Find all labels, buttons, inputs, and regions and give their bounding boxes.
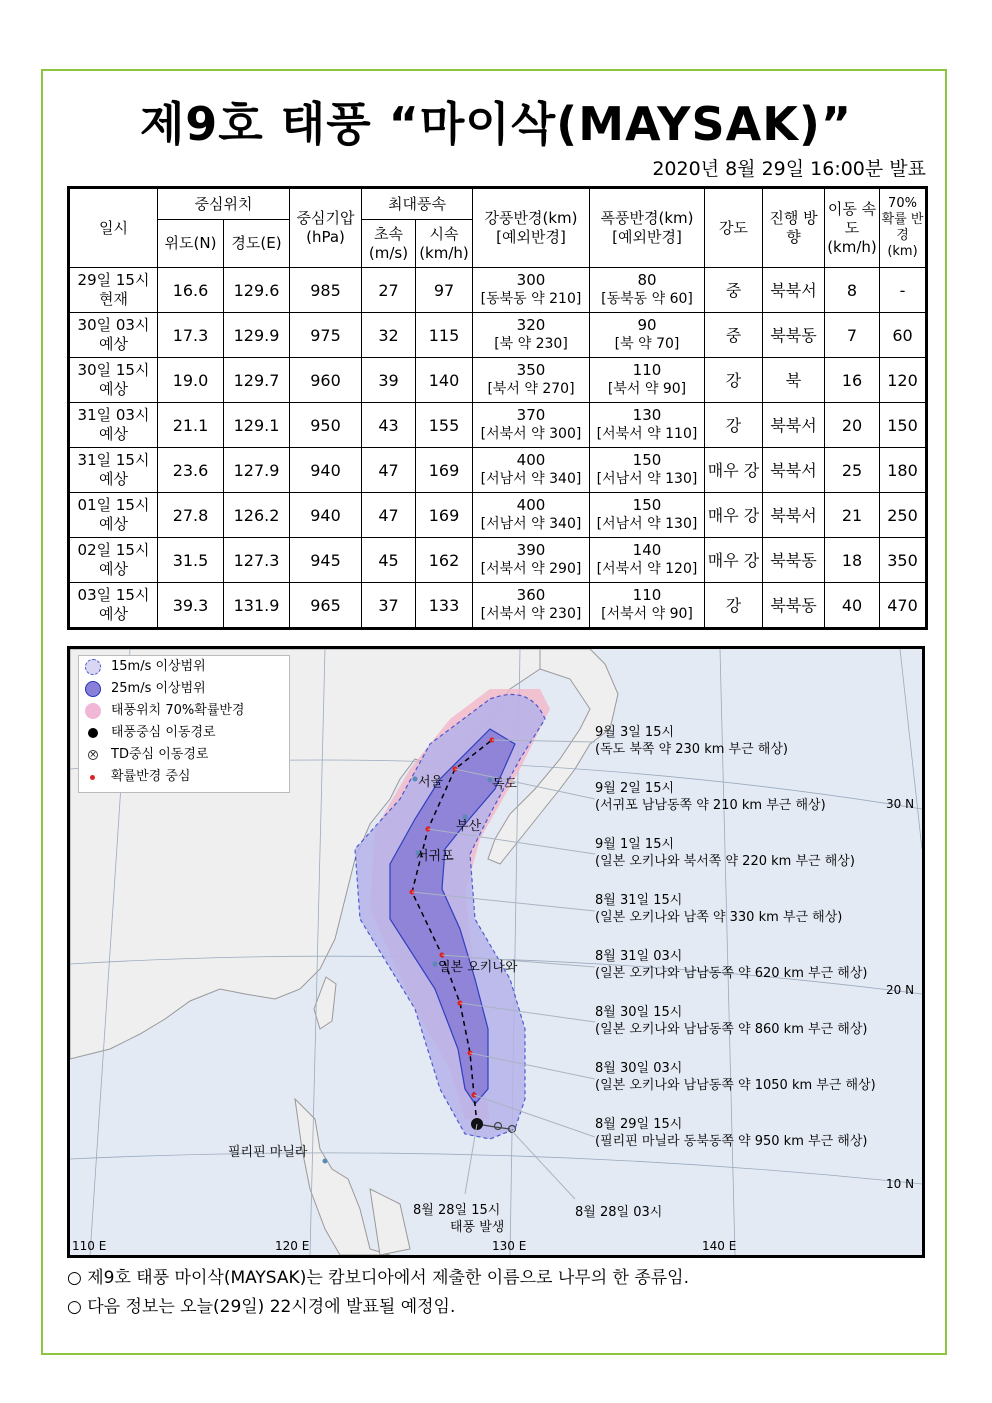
td-icon: × (89, 750, 97, 760)
cell-storm-radius: 90 [북 약 70] (590, 313, 705, 358)
cell-direction: 북북서 (763, 448, 825, 493)
header-wind-ms: 초속 (m/s) (362, 220, 416, 268)
table-row (69, 268, 927, 313)
cell-wind-kmh: 115 (416, 313, 473, 358)
cell-time: 31일 03시 예상 (69, 403, 158, 448)
cell-direction: 북 (763, 358, 825, 403)
cell-speed: 16 (825, 358, 880, 403)
cell-speed: 8 (825, 268, 880, 313)
cell-lat: 39.3 (158, 583, 224, 629)
cell-gale-radius: 300 [동북동 약 210] (473, 268, 590, 313)
cell-pressure: 965 (290, 583, 362, 629)
callout-date: 8월 31일 15시 (595, 893, 683, 908)
cell-pressure: 960 (290, 358, 362, 403)
cell-wind-ms: 32 (362, 313, 416, 358)
lat-10n: 10 N (886, 1177, 915, 1191)
callout-desc: (일본 오키나와 북서쪽 약 220 km 부근 해상) (595, 854, 855, 869)
cell-wind-ms: 43 (362, 403, 416, 448)
cell-storm-radius: 110 [북서 약 90] (590, 358, 705, 403)
cell-speed: 18 (825, 538, 880, 583)
cell-direction: 북북동 (763, 583, 825, 629)
legend-item-15ms: 15m/s 이상범위 (79, 656, 289, 678)
cell-gale-radius: 360 [서북서 약 230] (473, 583, 590, 629)
cell-lon: 129.1 (224, 403, 290, 448)
cell-gale-radius: 320 [북 약 230] (473, 313, 590, 358)
cell-time: 31일 15시 예상 (69, 448, 158, 493)
cell-pressure: 940 (290, 448, 362, 493)
callout-date: 9월 2일 15시 (595, 781, 675, 796)
cell-gale-radius: 370 [서북서 약 300] (473, 403, 590, 448)
cell-wind-ms: 37 (362, 583, 416, 629)
cell-wind-kmh: 169 (416, 448, 473, 493)
cell-lon: 129.6 (224, 268, 290, 313)
cell-wind-ms: 39 (362, 358, 416, 403)
cell-lon: 129.7 (224, 358, 290, 403)
cell-gale-radius: 400 [서남서 약 340] (473, 448, 590, 493)
td-time: 8월 28일 03시 (575, 1205, 663, 1220)
header-time: 일시 (69, 188, 158, 268)
cell-wind-ms: 27 (362, 268, 416, 313)
place-seoul: 서울 (418, 775, 444, 790)
cell-intensity: 매우 강 (705, 493, 763, 538)
header-prob-radius: 70% 확률 반경 (km) (880, 188, 927, 268)
legend-25ms-icon (85, 681, 101, 697)
legend-item-center: 확률반경 중심 (79, 766, 289, 788)
callout-date: 8월 30일 15시 (595, 1005, 683, 1020)
cell-wind-kmh: 133 (416, 583, 473, 629)
cell-direction: 북북서 (763, 493, 825, 538)
cell-time: 03일 15시 예상 (69, 583, 158, 629)
page-title: 제9호 태풍 “마이삭(MAYSAK)” (139, 97, 853, 151)
table-row (69, 583, 927, 629)
genesis-label: 태풍 발생 (450, 1220, 505, 1235)
cell-gale-radius: 400 [서남서 약 340] (473, 493, 590, 538)
cell-lon: 131.9 (224, 583, 290, 629)
cell-speed: 40 (825, 583, 880, 629)
header-intensity: 강도 (705, 188, 763, 268)
header-direction: 진행 방향 (763, 188, 825, 268)
table-row (69, 403, 927, 448)
callout-date: 8월 29일 15시 (595, 1117, 683, 1132)
cell-storm-radius: 80 [동북동 약 60] (590, 268, 705, 313)
callout-desc: (필리핀 마닐라 동북동쪽 약 950 km 부근 해상) (595, 1134, 868, 1149)
cell-time: 29일 15시 현재 (69, 268, 158, 313)
cell-direction: 북북서 (763, 268, 825, 313)
cell-time: 30일 15시 예상 (69, 358, 158, 403)
cell-lat: 16.6 (158, 268, 224, 313)
table-row (69, 313, 927, 358)
place-okinawa: 일본 오키나와 (438, 960, 518, 975)
cell-prob-radius: 60 (880, 313, 927, 358)
lon-120e: 120 E (275, 1239, 310, 1253)
callout-desc: (독도 북쪽 약 230 km 부근 해상) (595, 742, 788, 757)
header-wind: 최대풍속 (362, 188, 473, 220)
callout-desc: (서귀포 남남동쪽 약 210 km 부근 해상) (595, 798, 826, 813)
header-lon: 경도(E) (224, 220, 290, 268)
cell-intensity: 중 (705, 313, 763, 358)
lat-30n: 30 N (886, 797, 915, 811)
note-name-origin: ○ 제9호 태풍 마이삭(MAYSAK)는 캄보디아에서 제출한 이름으로 나무의 한 종류임. (67, 1268, 690, 1288)
cell-lat: 19.0 (158, 358, 224, 403)
callout-date: 9월 3일 15시 (595, 725, 675, 740)
header-storm-radius: 폭풍반경(km) [예외반경] (590, 188, 705, 268)
table-row (69, 358, 927, 403)
legend-item-td: × TD중심 이동경로 (89, 747, 209, 762)
cell-intensity: 강 (705, 583, 763, 629)
table-row (69, 448, 927, 493)
cell-storm-radius: 150 [서남서 약 130] (590, 448, 705, 493)
cell-wind-kmh: 162 (416, 538, 473, 583)
cell-lat: 31.5 (158, 538, 224, 583)
cell-lat: 17.3 (158, 313, 224, 358)
cell-intensity: 중 (705, 268, 763, 313)
legend-15ms-icon (85, 659, 101, 675)
cell-lon: 129.9 (224, 313, 290, 358)
cell-lon: 126.2 (224, 493, 290, 538)
header-gale-radius: 강풍반경(km) [예외반경] (473, 188, 590, 268)
cell-wind-ms: 47 (362, 493, 416, 538)
cell-direction: 북북서 (763, 403, 825, 448)
cell-speed: 25 (825, 448, 880, 493)
cell-speed: 20 (825, 403, 880, 448)
cell-prob-radius: 470 (880, 583, 927, 629)
legend-item-25ms: 25m/s 이상범위 (79, 678, 289, 700)
cell-intensity: 강 (705, 403, 763, 448)
genesis-time: 8월 28일 15시 (413, 1203, 501, 1218)
cell-wind-kmh: 155 (416, 403, 473, 448)
cell-storm-radius: 150 [서남서 약 130] (590, 493, 705, 538)
cell-speed: 21 (825, 493, 880, 538)
cell-lat: 27.8 (158, 493, 224, 538)
lon-110e: 110 E (72, 1239, 107, 1253)
cell-prob-radius: 150 (880, 403, 927, 448)
place-seogwipo: 서귀포 (416, 849, 454, 864)
notes (67, 1264, 689, 1322)
cell-speed: 7 (825, 313, 880, 358)
cell-pressure: 985 (290, 268, 362, 313)
cell-intensity: 매우 강 (705, 538, 763, 583)
header-center: 중심위치 (158, 188, 290, 220)
callout-desc: (일본 오키나와 남남동쪽 약 1050 km 부근 해상) (595, 1078, 876, 1093)
cell-direction: 북북동 (763, 313, 825, 358)
cell-pressure: 975 (290, 313, 362, 358)
header-lat: 위도(N) (158, 220, 224, 268)
legend-item-prob: 태풍위치 70%확률반경 (79, 700, 289, 722)
cell-prob-radius: - (880, 268, 927, 313)
cell-storm-radius: 140 [서북서 약 120] (590, 538, 705, 583)
cell-intensity: 강 (705, 358, 763, 403)
note-next-release: ○ 다음 정보는 오늘(29일) 22시경에 발표될 예정임. (67, 1297, 456, 1317)
cell-direction: 북북동 (763, 538, 825, 583)
place-dokdo: 독도 (492, 777, 518, 792)
legend-prob-icon (85, 703, 101, 719)
typhoon-icon (88, 728, 98, 738)
cell-wind-kmh: 97 (416, 268, 473, 313)
map-legend (78, 655, 290, 793)
cell-storm-radius: 130 [서북서 약 110] (590, 403, 705, 448)
cell-pressure: 940 (290, 493, 362, 538)
lon-130e: 130 E (492, 1239, 527, 1253)
callout-date: 8월 31일 03시 (595, 949, 683, 964)
cell-gale-radius: 390 [서북서 약 290] (473, 538, 590, 583)
table-row (69, 538, 927, 583)
lat-20n: 20 N (886, 983, 915, 997)
callout-desc: (일본 오키나와 남남동쪽 약 860 km 부근 해상) (595, 1022, 868, 1037)
cell-prob-radius: 120 (880, 358, 927, 403)
cell-wind-kmh: 140 (416, 358, 473, 403)
cell-lat: 23.6 (158, 448, 224, 493)
red-dot-icon (90, 775, 95, 780)
callout-desc: (일본 오키나와 남쪽 약 330 km 부근 해상) (595, 910, 843, 925)
header-pressure: 중심기압 (hPa) (290, 188, 362, 268)
table-row (69, 493, 927, 538)
callout-date: 8월 30일 03시 (595, 1061, 683, 1076)
cell-prob-radius: 250 (880, 493, 927, 538)
place-manila: 필리핀 마닐라 (228, 1145, 308, 1160)
cell-time: 02일 15시 예상 (69, 538, 158, 583)
cell-prob-radius: 350 (880, 538, 927, 583)
cell-wind-ms: 45 (362, 538, 416, 583)
track-map (67, 646, 925, 1258)
header-speed: 이동 속도 (km/h) (825, 188, 880, 268)
cell-storm-radius: 110 [서북서 약 90] (590, 583, 705, 629)
callout-desc: (일본 오키나와 남남동쪽 약 620 km 부근 해상) (595, 966, 868, 981)
cell-gale-radius: 350 [북서 약 270] (473, 358, 590, 403)
lon-140e: 140 E (702, 1239, 737, 1253)
cell-pressure: 945 (290, 538, 362, 583)
cell-wind-ms: 47 (362, 448, 416, 493)
issue-date: 2020년 8월 29일 16:00분 발표 (652, 158, 926, 180)
forecast-table (67, 186, 928, 630)
cell-time: 01일 15시 예상 (69, 493, 158, 538)
cell-time: 30일 03시 예상 (69, 313, 158, 358)
cell-lat: 21.1 (158, 403, 224, 448)
cell-intensity: 매우 강 (705, 448, 763, 493)
cell-prob-radius: 180 (880, 448, 927, 493)
cell-lon: 127.3 (224, 538, 290, 583)
cell-pressure: 950 (290, 403, 362, 448)
place-busan: 부산 (456, 819, 482, 834)
cell-wind-kmh: 169 (416, 493, 473, 538)
cell-lon: 127.9 (224, 448, 290, 493)
header-wind-kmh: 시속 (km/h) (416, 220, 473, 268)
callout-date: 9월 1일 15시 (595, 837, 675, 852)
legend-item-track: 태풍중심 이동경로 (79, 722, 289, 744)
